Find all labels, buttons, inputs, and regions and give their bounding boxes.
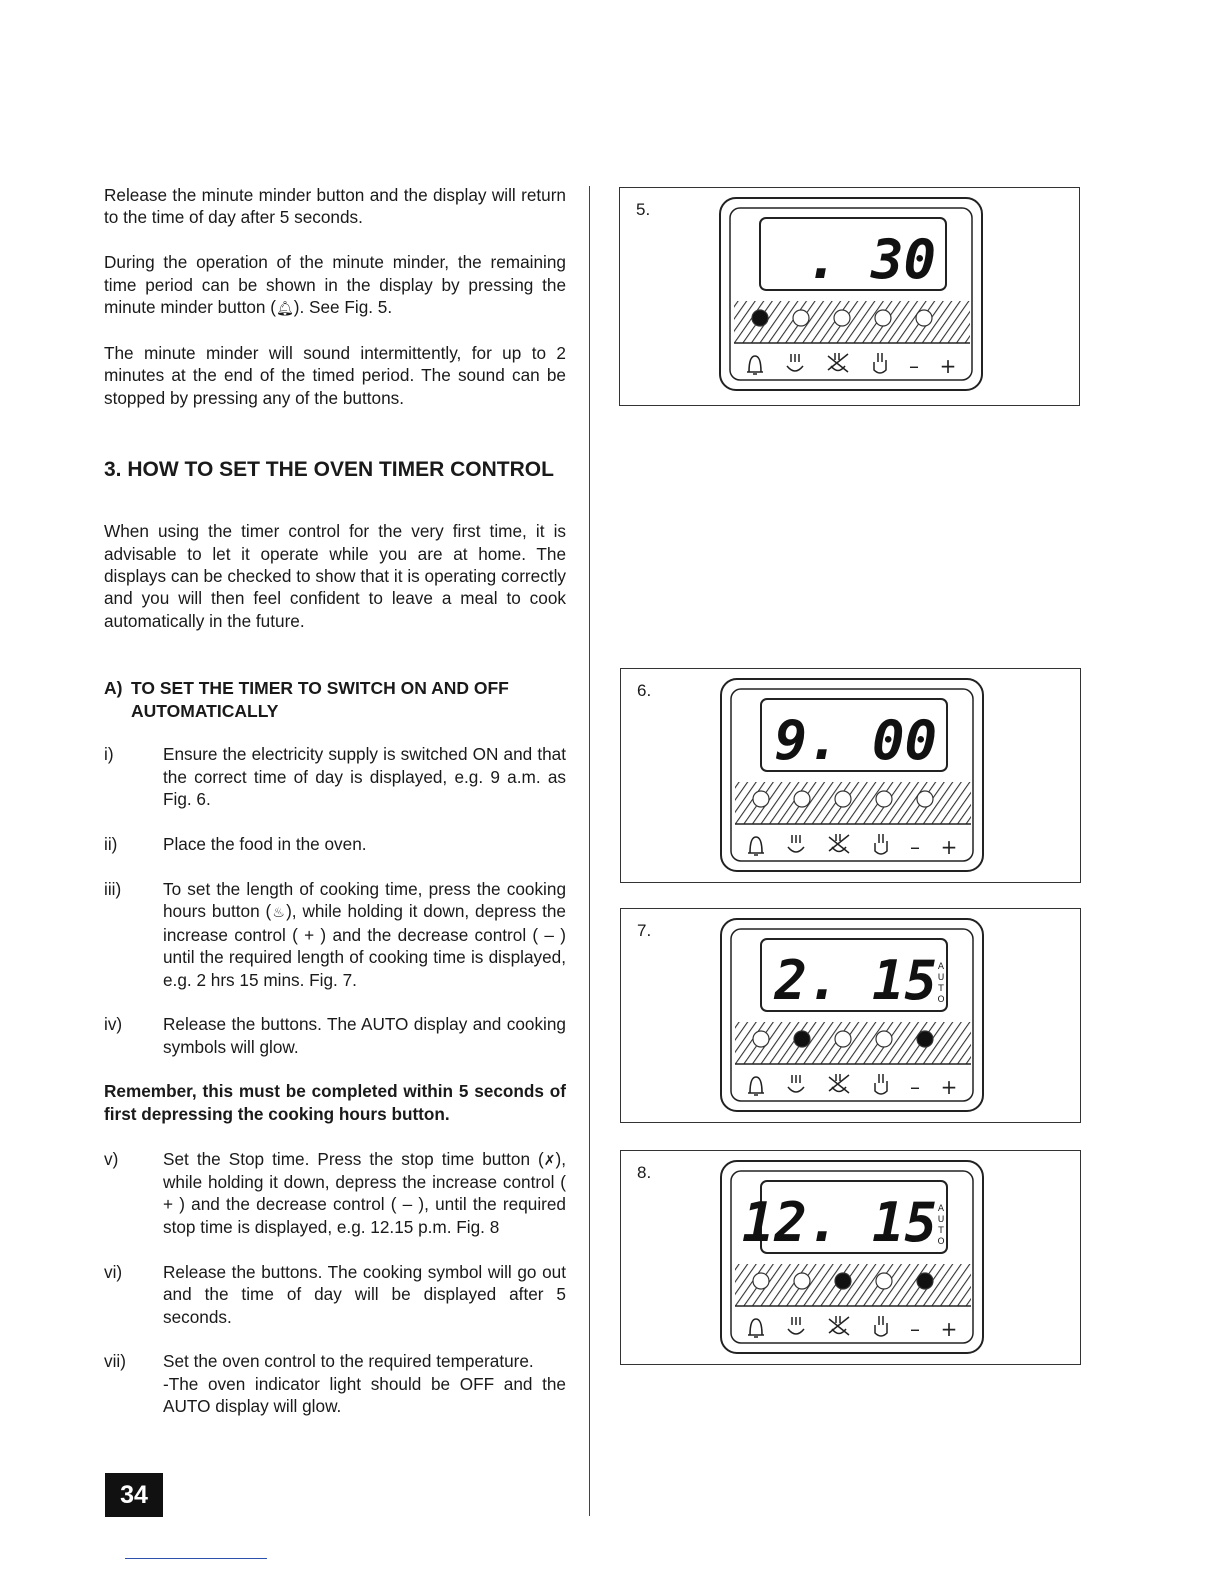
auto-indicator: O <box>937 995 945 1005</box>
remember-note: Remember, this must be completed within 5 seconds of first depressing the cooking hours button. <box>104 1081 566 1124</box>
figure-label: 6. <box>637 681 652 700</box>
text: ). See Fig. 5. <box>293 297 393 318</box>
step <box>104 1013 566 1058</box>
indicator-dot-on <box>794 1031 810 1047</box>
indicator-dot-off <box>876 1031 892 1047</box>
display-digits: 2. 15 <box>774 949 937 1012</box>
step-number: iii) <box>104 878 122 899</box>
step-text: Release the buttons. The cooking symbol will go out and the time of day will be displayed after 5 seconds. <box>163 1261 566 1327</box>
hatched-band <box>734 301 970 343</box>
hatched-band <box>735 1022 971 1064</box>
timer-diagram <box>621 909 1082 1124</box>
auto-indicator: T <box>938 1226 944 1236</box>
step-text <box>163 1148 566 1239</box>
minus-button: – <box>910 1075 920 1099</box>
step-number: vi) <box>104 1261 123 1282</box>
minus-button: – <box>909 354 919 378</box>
indicator-dot-off <box>753 791 769 807</box>
indicator-dot-off <box>794 791 810 807</box>
step-text: Release the buttons. The AUTO display and cooking symbols will glow. <box>163 1014 566 1057</box>
indicator-dot-off <box>876 791 892 807</box>
text: To set the length of cooking time, press the cooking hours button ( <box>163 878 566 922</box>
hatched-band <box>735 1264 971 1306</box>
step <box>104 878 566 991</box>
step-number: v) <box>104 1148 119 1169</box>
text: -The oven indicator light should be OFF and the AUTO display will glow. <box>163 1373 566 1417</box>
indicator-dot-off <box>835 791 851 807</box>
text: ), while holding it down, depress the increase control ( + ) and the decrease control ( – ), until the required stop time is displayed, e.g. 12.15 p.m. Fig. 8 <box>163 1148 566 1237</box>
step-number: ii) <box>104 834 118 854</box>
timer-diagram <box>621 1151 1082 1366</box>
indicator-dot-off <box>835 1031 851 1047</box>
paragraph: Release the minute minder button and the display will return to the time of day after 5 seconds. <box>104 185 566 228</box>
step-text <box>163 1350 566 1417</box>
figure-label: 5. <box>636 200 651 219</box>
display-digits: 12. 15 <box>741 1191 937 1254</box>
step <box>104 1148 566 1239</box>
figure-7 <box>620 908 1081 1123</box>
subsection-title-line2: AUTOMATICALLY <box>131 700 279 721</box>
step <box>104 1261 566 1328</box>
indicator-dot-off <box>753 1273 769 1289</box>
cooking-hours-icon: ♨ <box>271 904 287 921</box>
step-number: iv) <box>104 1014 123 1035</box>
subsection-title-line1: TO SET THE TIMER TO SWITCH ON AND OFF <box>131 678 509 699</box>
display-digits: . 30 <box>805 228 936 291</box>
indicator-dot-on <box>917 1273 933 1289</box>
figure-6 <box>620 668 1081 883</box>
auto-indicator: A <box>937 962 945 972</box>
indicator-dot-off <box>876 1273 892 1289</box>
step-text: Place the food in the oven. <box>163 834 367 854</box>
paragraph: When using the timer control for the very first time, it is advisable to let it operate while you are at home. The displays can be checked to show that it is operating correctly and you will then feel confident to leave a meal to cook automatically in the future. <box>104 521 566 631</box>
indicator-dot-on <box>835 1273 851 1289</box>
indicator-dot-off <box>875 310 891 326</box>
step-text: Ensure the electricity supply is switched ON and that the correct time of day is displayed, e.g. 9 a.m. as Fig. 6. <box>163 744 566 810</box>
subsection-title <box>104 677 566 722</box>
auto-indicator: O <box>937 1237 945 1247</box>
text: Set the oven control to the required temperature. <box>163 1351 534 1372</box>
text: Set the Stop time. Press the stop time button ( <box>163 1148 544 1169</box>
indicator-dot-off <box>794 1273 810 1289</box>
hatched-band <box>735 782 971 824</box>
bell-icon: 🔔︎ <box>275 300 294 317</box>
figure-5 <box>619 187 1080 406</box>
figure-8 <box>620 1150 1081 1365</box>
step <box>104 1350 566 1417</box>
indicator-dot-off <box>753 1031 769 1047</box>
auto-indicator: U <box>937 1215 945 1225</box>
auto-indicator: U <box>937 973 945 983</box>
text: During the operation of the minute minder, the remaining time period can be shown in the display by pressing the minute minder button ( <box>104 252 566 318</box>
figure-label: 7. <box>637 921 652 940</box>
stop-time-icon: ✗ <box>543 1151 556 1168</box>
text: ), while holding it down, depress the increase control ( + ) and the decrease control ( – ) until the required length of cooking time is displayed, e.g. 2 hrs 15 mins. Fig. 7. <box>163 901 566 990</box>
step-number: vii) <box>104 1351 126 1372</box>
timer-diagram <box>620 188 1081 407</box>
plus-button: + <box>940 1075 958 1099</box>
section-title: 3. HOW TO SET THE OVEN TIMER CONTROL <box>104 458 554 482</box>
step-text <box>163 878 566 991</box>
step <box>104 833 566 855</box>
indicator-dot-off <box>793 310 809 326</box>
indicator-dot-on <box>917 1031 933 1047</box>
figure-label: 8. <box>637 1163 652 1182</box>
paragraph: The minute minder will sound intermittently, for up to 2 minutes at the end of the timed period. The sound can be stopped by pressing any of the buttons. <box>104 343 566 408</box>
plus-button: + <box>940 835 958 859</box>
auto-indicator: T <box>938 984 944 994</box>
indicator-dot-off <box>917 791 933 807</box>
footer-line <box>125 1558 267 1559</box>
minus-button: – <box>910 835 920 859</box>
indicator-dot-off <box>916 310 932 326</box>
timer-diagram <box>621 669 1082 884</box>
plus-button: + <box>939 354 957 378</box>
indicator-dot-on <box>752 310 768 326</box>
step <box>104 743 566 810</box>
indicator-dot-off <box>834 310 850 326</box>
text-column <box>104 184 566 1418</box>
minus-button: – <box>910 1317 920 1341</box>
subsection-label: A) <box>104 678 123 699</box>
step-number: i) <box>104 744 114 765</box>
auto-indicator: A <box>937 1204 945 1214</box>
display-digits: 9. 00 <box>774 709 937 772</box>
plus-button: + <box>940 1317 958 1341</box>
column-divider <box>589 186 590 1516</box>
page-number: 34 <box>105 1473 163 1517</box>
paragraph <box>104 251 566 319</box>
